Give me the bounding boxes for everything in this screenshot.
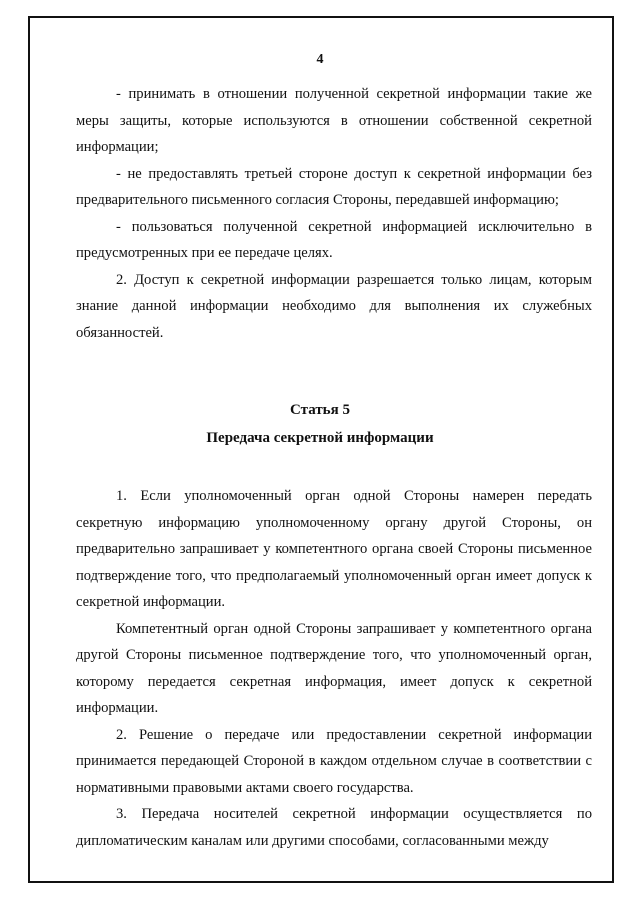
paragraph: 1. Если уполномоченный орган одной Стороны намерен передать секретную информацию уполномоченному органу другой Стороны, он предварительно запрашивает у компетентного органа своей Стороны письменное подтверждение того, что предполагаемый уполномоченный орган имеет допуск к секретной информации. — [76, 488, 592, 610]
page-number: 4 — [316, 52, 324, 67]
paragraph: - пользоваться полученной секретной информацией исключительно в предусмотренных при ее передаче целях. — [76, 218, 592, 261]
paragraph: - принимать в отношении полученной секретной информации такие же меры защиты, которые используются в отношении собственной секретной информации; — [76, 86, 592, 155]
paragraph: Компетентный орган одной Стороны запрашивает у компетентного органа другой Стороны письменное подтверждение того, что уполномоченный орган, которому передается секретная информация, имеет допуск к секретной информации. — [76, 620, 592, 716]
paragraph: - не предоставлять третьей стороне доступ к секретной информации без предварительного письменного согласия Стороны, передавшей информацию; — [76, 165, 592, 208]
paragraph: 3. Передача носителей секретной информации осуществляется по дипломатическим каналам или другими способами, согласованными между — [76, 806, 592, 849]
text-block-top — [76, 81, 592, 346]
article-number: Статья 5 — [290, 402, 350, 418]
text-block-article — [76, 483, 592, 854]
paragraph: 2. Решение о передаче или предоставлении секретной информации принимается передающей Стороной в каждом отдельном случае в соответствии с нормативными правовыми актами своего государства. — [76, 726, 592, 796]
paragraph: 2. Доступ к секретной информации разрешается только лицам, которым знание данной информации необходимо для выполнения их служебных обязанностей. — [76, 271, 592, 341]
article-title: Передача секретной информации — [206, 430, 434, 446]
